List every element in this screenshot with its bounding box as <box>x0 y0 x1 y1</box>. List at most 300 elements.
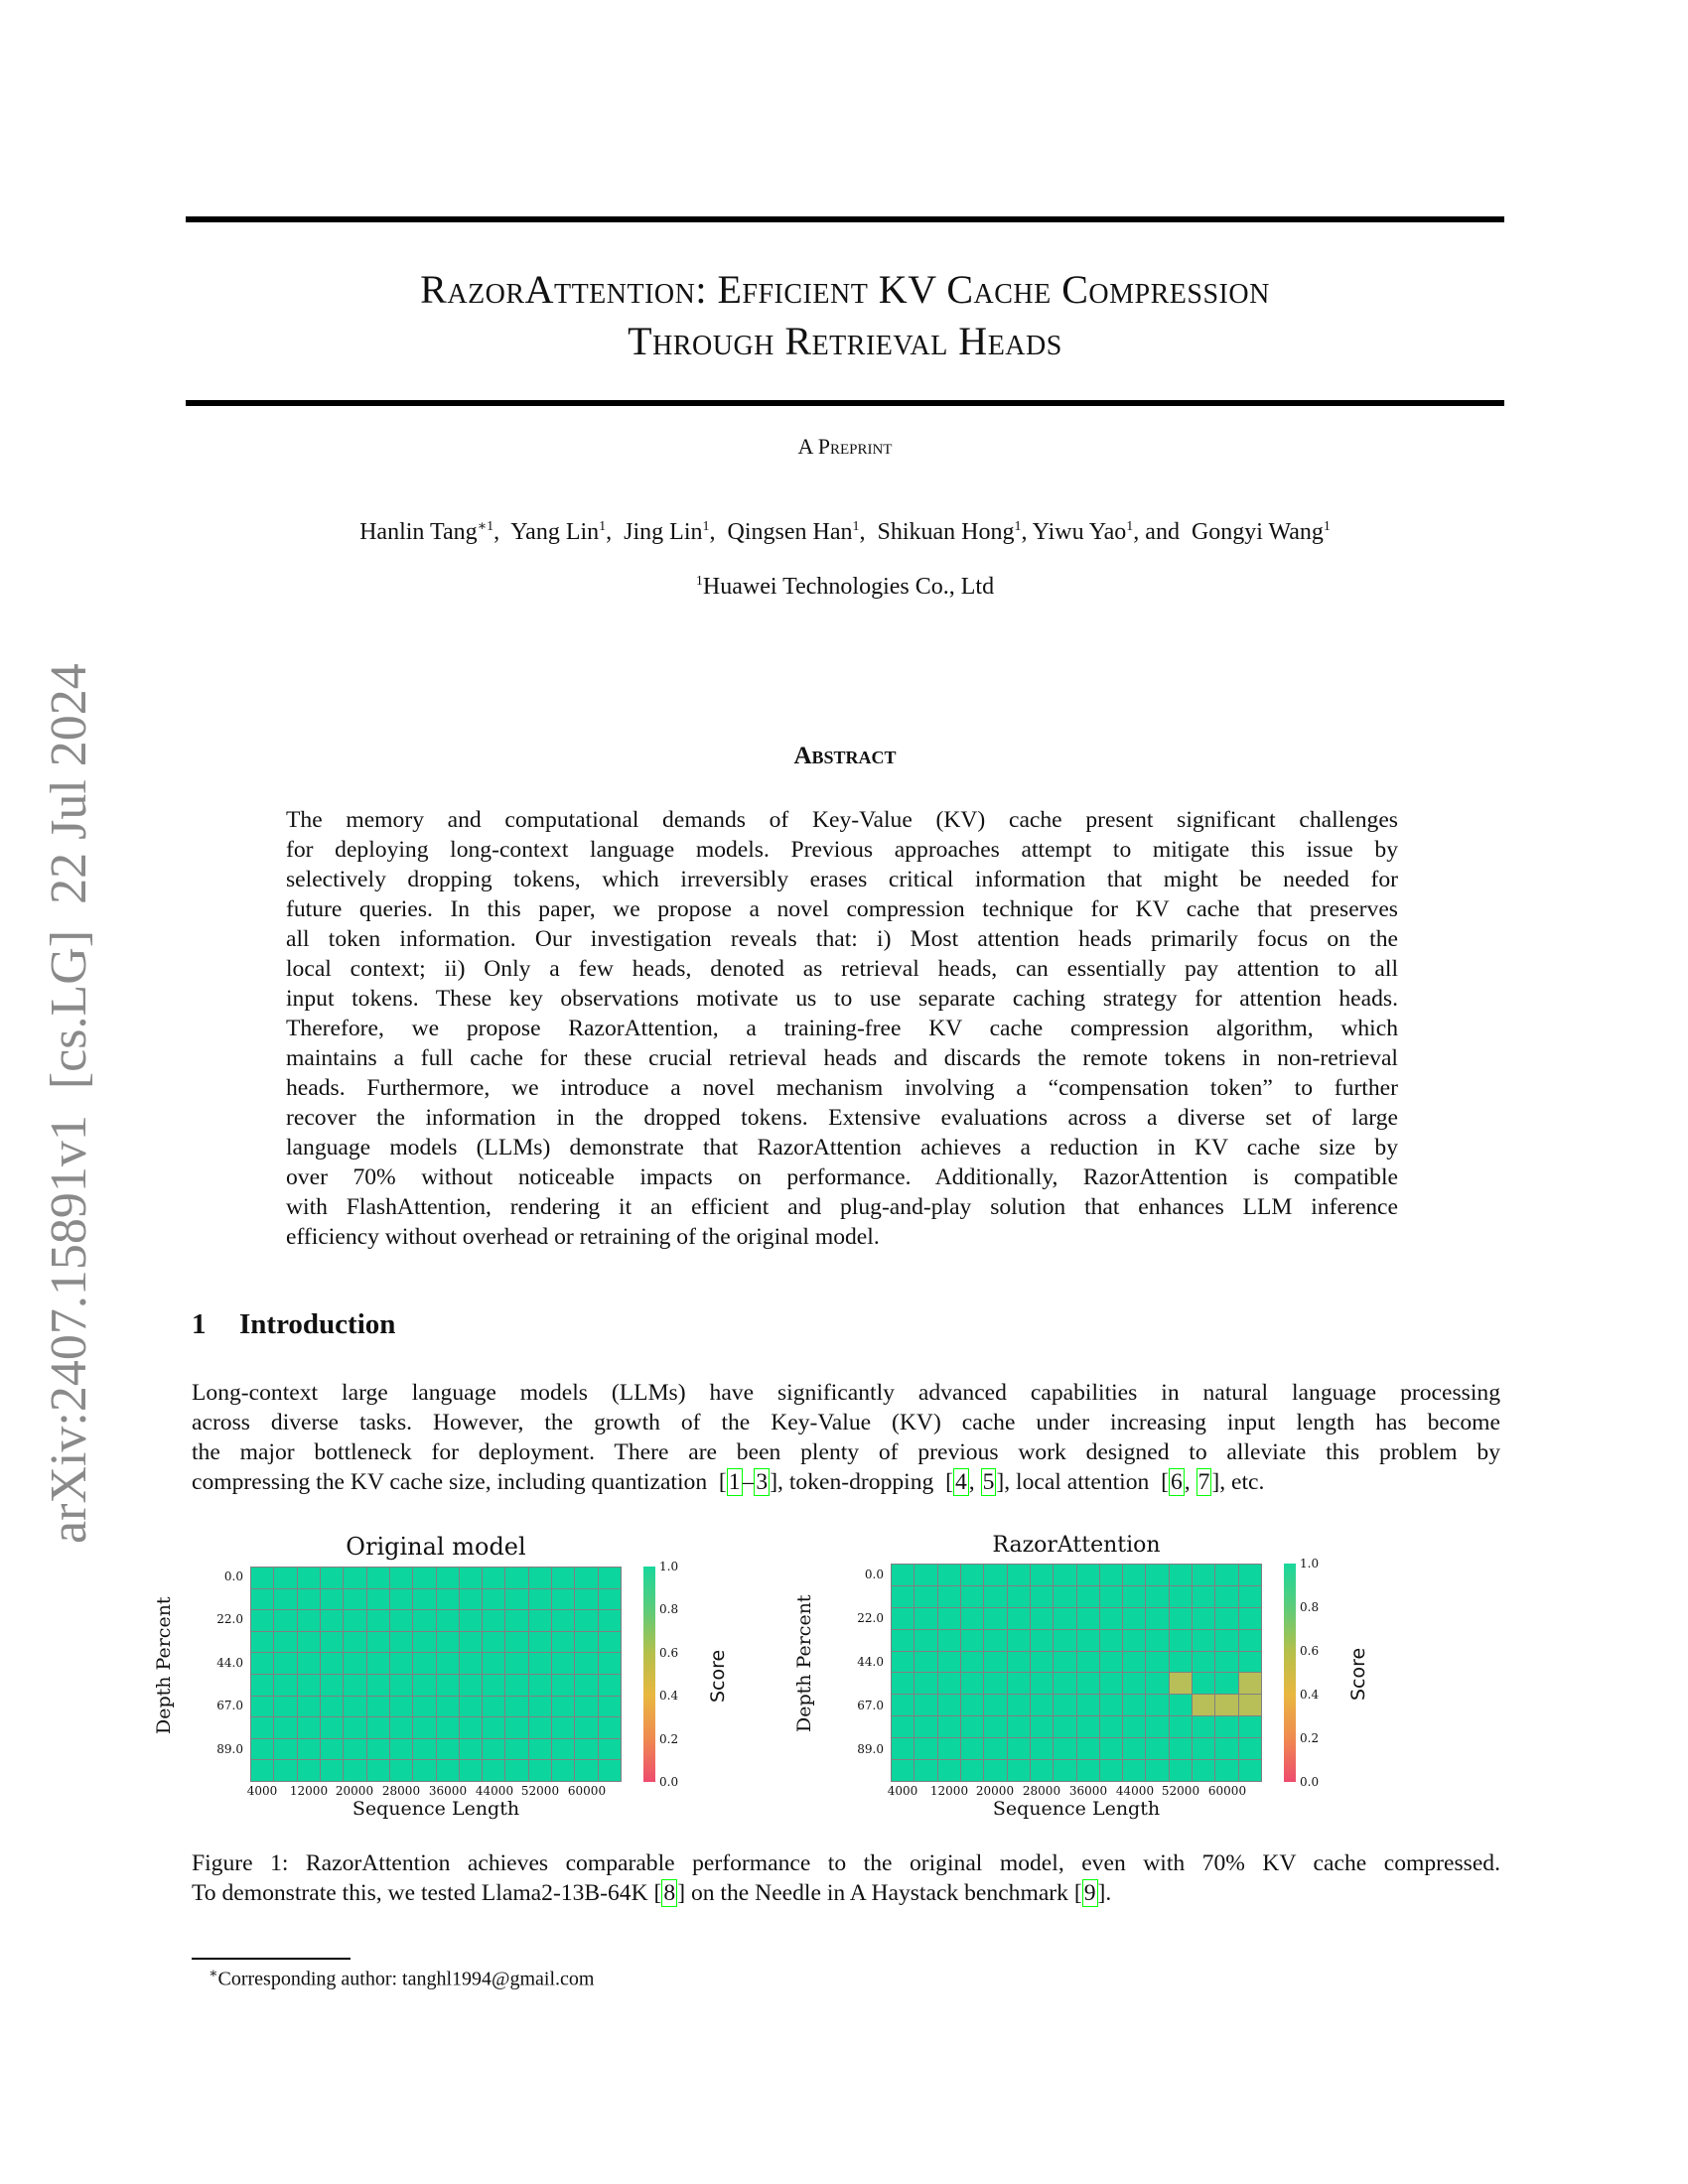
colorbar-tick: 0.0 <box>659 1775 679 1789</box>
heatmap-cell <box>1077 1565 1099 1585</box>
heatmap-cell <box>1239 1716 1261 1737</box>
author: Hanlin Tang$^{∗1}$, <box>359 519 511 545</box>
heatmap-cell <box>413 1589 435 1610</box>
paragraph-line: the major bottleneck for deployment. There are been plenty of previous work designed to alleviate this problem by <box>192 1439 1500 1465</box>
heatmap-cell <box>251 1589 273 1610</box>
heatmap-cell <box>437 1739 459 1760</box>
heatmap-cell <box>367 1610 389 1631</box>
heatmap-cell <box>599 1632 621 1653</box>
heatmap-cell <box>367 1675 389 1696</box>
heatmap-cell <box>1215 1738 1237 1759</box>
colorbar-label: Score <box>1347 1647 1369 1701</box>
heatmap-cell <box>274 1675 296 1696</box>
heatmap-cell <box>938 1738 960 1759</box>
heatmap-cell <box>344 1610 365 1631</box>
heatmap-cell <box>1170 1760 1192 1781</box>
heatmap-cell <box>1146 1695 1168 1715</box>
heatmap-cell <box>961 1608 983 1629</box>
heatmap-cell <box>961 1673 983 1694</box>
heatmap-cell <box>1146 1652 1168 1673</box>
heatmap-cell <box>1031 1738 1053 1759</box>
heatmap-cell <box>483 1589 504 1610</box>
heatmap-cell <box>892 1608 914 1629</box>
heatmap-cell <box>575 1697 597 1717</box>
heatmap-cell <box>274 1697 296 1717</box>
abstract-line: with FlashAttention, rendering it an efficient and plug-and-play solution that enhances LLM inference <box>286 1194 1398 1220</box>
colorbar <box>1284 1564 1296 1782</box>
heatmap-cell <box>413 1610 435 1631</box>
heatmap-cell <box>390 1675 412 1696</box>
heatmap-cell <box>367 1717 389 1738</box>
heatmap-cell <box>437 1568 459 1588</box>
heatmap-cell <box>914 1695 936 1715</box>
heatmap-cell <box>1077 1716 1099 1737</box>
abstract-line: local context; ii) Only a few heads, denoted as retrieval heads, can essentially pay attention to all <box>286 956 1398 982</box>
heatmap-cell <box>1054 1716 1075 1737</box>
heatmap-cell <box>274 1568 296 1588</box>
y-tick: 67.0 <box>216 1699 243 1712</box>
heatmap-cell <box>251 1717 273 1738</box>
y-tick: 0.0 <box>223 1570 243 1583</box>
caption-line: Figure 1: RazorAttention achieves comparable performance to the original model, even with 70% KV cache compressed. <box>192 1850 1500 1876</box>
heatmap-cell <box>575 1589 597 1610</box>
heatmap-cell <box>1123 1565 1145 1585</box>
heatmap-cell <box>367 1632 389 1653</box>
heatmap-cell <box>483 1739 504 1760</box>
paragraph-line: Long-context large language models (LLMs) have significantly advanced capabilities in natural language processing <box>192 1380 1500 1406</box>
citation-link[interactable]: 1 <box>728 1469 741 1495</box>
heatmap-cell <box>529 1739 551 1760</box>
x-tick: 28000 <box>381 1784 421 1798</box>
heatmap-cell <box>1146 1608 1168 1629</box>
heatmap-cell <box>1008 1565 1030 1585</box>
paper-title-line-2: Through Retrieval Heads <box>628 319 1062 363</box>
colorbar-tick: 0.0 <box>1300 1775 1320 1789</box>
citation-link[interactable]: 6 <box>1170 1469 1183 1495</box>
heatmap-cell <box>344 1568 365 1588</box>
heatmap-cell <box>529 1632 551 1653</box>
heatmap-cell <box>344 1675 365 1696</box>
heatmap-cell <box>298 1632 320 1653</box>
heatmap-cell <box>1054 1608 1075 1629</box>
heatmap-cell <box>367 1760 389 1781</box>
heatmap-cell <box>1193 1673 1214 1694</box>
citation-link[interactable]: 3 <box>756 1469 769 1495</box>
author: Qingsen Han$^1$, <box>727 519 878 545</box>
heatmap-cell <box>1239 1738 1261 1759</box>
abstract-line: Therefore, we propose RazorAttention, a training-free KV cache compression algorithm, which <box>286 1016 1398 1041</box>
heatmap-cell <box>1077 1586 1099 1607</box>
abstract-body <box>286 805 1398 1252</box>
heatmap-cell <box>1031 1608 1053 1629</box>
heatmap-cell <box>1123 1738 1145 1759</box>
heatmap-cell <box>552 1697 574 1717</box>
heatmap-cell <box>437 1589 459 1610</box>
heatmap-cell <box>1170 1716 1192 1737</box>
citation-link[interactable]: 7 <box>1197 1469 1210 1495</box>
heatmap-cell <box>575 1717 597 1738</box>
heatmap-cell <box>460 1739 482 1760</box>
heatmap-cell <box>914 1630 936 1651</box>
heatmap-cell <box>1123 1673 1145 1694</box>
heatmap-cell <box>390 1739 412 1760</box>
y-tick: 89.0 <box>216 1742 243 1756</box>
heatmap-cell <box>390 1717 412 1738</box>
x-tick: 44000 <box>1115 1784 1155 1798</box>
heatmap-cell <box>599 1739 621 1760</box>
citation-link[interactable]: 8 <box>663 1880 676 1906</box>
heatmap-cell <box>505 1760 527 1781</box>
heatmap-grid <box>891 1564 1262 1782</box>
heatmap-cell <box>505 1589 527 1610</box>
heatmap-cell <box>892 1695 914 1715</box>
abstract-line: heads. Furthermore, we introduce a novel mechanism involving a “compensation token” to further <box>286 1075 1398 1101</box>
heatmap-cell <box>321 1610 343 1631</box>
heatmap-cell <box>1215 1760 1237 1781</box>
heatmap-cell <box>390 1697 412 1717</box>
author: Shikuan Hong$^1$, <box>877 519 1033 545</box>
heatmap-cell <box>505 1675 527 1696</box>
heatmap-cell <box>1193 1652 1214 1673</box>
heatmap-cell <box>914 1565 936 1585</box>
heatmap-cell <box>599 1675 621 1696</box>
heatmap-cell <box>1215 1608 1237 1629</box>
y-tick: 22.0 <box>857 1611 884 1625</box>
author: Gongyi Wang$^1$ <box>1191 519 1331 545</box>
author: Yiwu Yao$^1$, and <box>1032 519 1192 545</box>
heatmap-cell <box>892 1716 914 1737</box>
heatmap-cell <box>1239 1695 1261 1715</box>
heatmap-cell <box>321 1717 343 1738</box>
heatmap-cell <box>1239 1608 1261 1629</box>
heatmap-cell <box>344 1632 365 1653</box>
heatmap-cell <box>1193 1695 1214 1715</box>
abstract-line: all token information. Our investigation reveals that: i) Most attention heads primarily focus on the <box>286 926 1398 952</box>
heatmap-cell <box>344 1653 365 1674</box>
heatmap-cell <box>413 1760 435 1781</box>
heatmap-cell <box>251 1610 273 1631</box>
x-tick: 36000 <box>428 1784 468 1798</box>
heatmap-cell <box>274 1760 296 1781</box>
x-tick: 52000 <box>1161 1784 1200 1798</box>
heatmap-cell <box>390 1610 412 1631</box>
heatmap-cell <box>1123 1716 1145 1737</box>
heatmap-cell <box>505 1739 527 1760</box>
chart-title: RazorAttention <box>992 1533 1161 1558</box>
heatmap-cell <box>274 1632 296 1653</box>
heatmap-cell <box>1100 1716 1122 1737</box>
y-tick: 44.0 <box>857 1655 884 1669</box>
heatmap-cell <box>367 1653 389 1674</box>
heatmap-cell <box>1239 1652 1261 1673</box>
y-tick: 67.0 <box>857 1699 884 1712</box>
heatmap-cell <box>552 1739 574 1760</box>
heatmap-cell <box>961 1630 983 1651</box>
footnote-rule <box>192 1958 351 1960</box>
heatmap-cell <box>390 1760 412 1781</box>
x-tick: 52000 <box>520 1784 560 1798</box>
footnote-text: Corresponding author: tanghl1994@gmail.com <box>217 1968 595 1990</box>
heatmap-cell <box>1031 1630 1053 1651</box>
heatmap-cell <box>575 1568 597 1588</box>
heatmap-cell <box>1193 1760 1214 1781</box>
heatmap-cell <box>437 1653 459 1674</box>
heatmap-cell <box>938 1695 960 1715</box>
heatmap-cell <box>961 1738 983 1759</box>
heatmap-cell <box>961 1565 983 1585</box>
colorbar-tick: 0.6 <box>1300 1644 1320 1658</box>
heatmap-cell <box>529 1760 551 1781</box>
heatmap-cell <box>298 1568 320 1588</box>
heatmap-cell <box>938 1565 960 1585</box>
heatmap-cell <box>529 1589 551 1610</box>
heatmap-cell <box>1077 1695 1099 1715</box>
heatmap-cell <box>1031 1716 1053 1737</box>
heatmap-cell <box>575 1760 597 1781</box>
heatmap-cell <box>460 1717 482 1738</box>
heatmap-cell <box>938 1716 960 1737</box>
heatmap-cell <box>437 1717 459 1738</box>
heatmap-cell <box>321 1632 343 1653</box>
heatmap-cell <box>552 1632 574 1653</box>
heatmap-cell <box>390 1632 412 1653</box>
heatmap-cell <box>1100 1630 1122 1651</box>
heatmap-cell <box>1193 1630 1214 1651</box>
heatmap-cell <box>961 1760 983 1781</box>
heatmap-cell <box>1146 1565 1168 1585</box>
heatmap-cell <box>1008 1673 1030 1694</box>
heatmap-cell <box>529 1610 551 1631</box>
heatmap-cell <box>599 1717 621 1738</box>
heatmap-cell <box>1008 1586 1030 1607</box>
heatmap-cell <box>984 1738 1006 1759</box>
heatmap-cell <box>1054 1565 1075 1585</box>
heatmap-cell <box>599 1568 621 1588</box>
x-tick: 20000 <box>975 1784 1015 1798</box>
abstract-line: recover the information in the dropped tokens. Extensive evaluations across a diverse set of large <box>286 1105 1398 1131</box>
heatmap-cell <box>892 1586 914 1607</box>
heatmap-cell <box>1146 1738 1168 1759</box>
heatmap-cell <box>1239 1586 1261 1607</box>
heatmap-cell <box>1054 1695 1075 1715</box>
heatmap-cell <box>575 1675 597 1696</box>
figure-caption <box>192 1848 1500 1908</box>
heatmap-cell <box>892 1565 914 1585</box>
heatmap-cell <box>1100 1760 1122 1781</box>
heatmap-cell <box>1215 1673 1237 1694</box>
heatmap-cell <box>274 1739 296 1760</box>
heatmap-cell <box>1146 1760 1168 1781</box>
colorbar-tick: 0.2 <box>1300 1731 1320 1745</box>
heatmap-cell <box>1170 1586 1192 1607</box>
heatmap-cell <box>344 1717 365 1738</box>
heatmap-cell <box>1100 1738 1122 1759</box>
heatmap-cell <box>251 1653 273 1674</box>
heatmap-cell <box>599 1589 621 1610</box>
preprint-label: A Preprint <box>797 434 893 459</box>
y-tick: 89.0 <box>857 1742 884 1756</box>
title-bottom-rule <box>186 400 1504 406</box>
heatmap-cell <box>1215 1586 1237 1607</box>
x-tick: 60000 <box>567 1784 607 1798</box>
heatmap-cell <box>1077 1652 1099 1673</box>
heatmap-cell <box>460 1568 482 1588</box>
heatmap-cell <box>892 1652 914 1673</box>
heatmap-cell <box>984 1652 1006 1673</box>
citation-link[interactable]: 9 <box>1083 1880 1096 1906</box>
heatmap-cell <box>1100 1565 1122 1585</box>
heatmap-cell <box>914 1652 936 1673</box>
heatmap-cell <box>1077 1738 1099 1759</box>
heatmap-cell <box>413 1739 435 1760</box>
heatmap-cell <box>413 1675 435 1696</box>
heatmap-cell <box>460 1675 482 1696</box>
arxiv-identifier-stamp: arXiv:2407.15891v1 [cs.LG] 22 Jul 2024 <box>41 663 97 1544</box>
heatmap-cell <box>505 1717 527 1738</box>
heatmap-cell <box>1193 1565 1214 1585</box>
heatmap-cell <box>1100 1652 1122 1673</box>
heatmap-cell <box>1054 1652 1075 1673</box>
abstract-line: selectively dropping tokens, which irreversibly erases critical information that might be needed for <box>286 867 1398 892</box>
author: Yang Lin$^1$, <box>510 519 625 545</box>
heatmap-cell <box>529 1717 551 1738</box>
heatmap-cell <box>914 1760 936 1781</box>
heatmap-cell <box>1077 1630 1099 1651</box>
heatmap-cell <box>914 1738 936 1759</box>
heatmap-cell <box>321 1739 343 1760</box>
heatmap-cell <box>505 1632 527 1653</box>
colorbar-label: Score <box>707 1649 729 1703</box>
heatmap-cell <box>321 1760 343 1781</box>
affiliation: $^1$Huawei Technologies Co., Ltd <box>695 574 995 600</box>
heatmap-cell <box>1146 1586 1168 1607</box>
heatmap-cell <box>1170 1673 1192 1694</box>
heatmap-cell <box>413 1632 435 1653</box>
heatmap-cell <box>483 1697 504 1717</box>
heatmap-cell <box>575 1653 597 1674</box>
heatmap-cell <box>599 1653 621 1674</box>
heatmap-cell <box>1193 1608 1214 1629</box>
heatmap-cell <box>984 1760 1006 1781</box>
heatmap-cell <box>961 1695 983 1715</box>
abstract-line: The memory and computational demands of Key-Value (KV) cache present significant challenges <box>286 807 1398 833</box>
heatmap-cell <box>505 1568 527 1588</box>
heatmap-cell <box>1031 1652 1053 1673</box>
heatmap-cell <box>892 1738 914 1759</box>
heatmap-cell <box>344 1589 365 1610</box>
heatmap-cell <box>321 1653 343 1674</box>
citation-link[interactable]: 4 <box>954 1469 967 1495</box>
y-tick: 22.0 <box>216 1612 243 1626</box>
heatmap-cell <box>483 1675 504 1696</box>
author: Jing Lin$^1$, <box>624 519 728 545</box>
heatmap-cell <box>437 1697 459 1717</box>
heatmap-cell <box>1215 1695 1237 1715</box>
heatmap-cell <box>298 1739 320 1760</box>
heatmap-cell <box>938 1630 960 1651</box>
heatmap-cell <box>1008 1630 1030 1651</box>
heatmap-cell <box>892 1673 914 1694</box>
heatmap-cell <box>1239 1760 1261 1781</box>
heatmap-cell <box>1215 1716 1237 1737</box>
colorbar-tick: 0.4 <box>1300 1688 1320 1702</box>
heatmap-cell <box>938 1760 960 1781</box>
heatmap-cell <box>251 1568 273 1588</box>
heatmap-cell <box>984 1673 1006 1694</box>
colorbar <box>643 1567 655 1782</box>
heatmap-cell <box>575 1610 597 1631</box>
heatmap-cell <box>599 1610 621 1631</box>
heatmap-cell <box>483 1568 504 1588</box>
x-tick: 28000 <box>1022 1784 1061 1798</box>
x-tick: 4000 <box>246 1784 278 1798</box>
citation-link[interactable]: 5 <box>982 1469 995 1495</box>
heatmap-cell <box>298 1697 320 1717</box>
heatmap-cell <box>367 1739 389 1760</box>
heatmap-cell <box>552 1717 574 1738</box>
heatmap-cell <box>1031 1565 1053 1585</box>
heatmap-cell <box>529 1568 551 1588</box>
x-tick: 20000 <box>335 1784 374 1798</box>
heatmap-cell <box>938 1586 960 1607</box>
heatmap-cell <box>914 1608 936 1629</box>
heatmap-cell <box>984 1695 1006 1715</box>
heatmap-cell <box>1170 1565 1192 1585</box>
heatmap-cell <box>1054 1760 1075 1781</box>
heatmap-cell <box>552 1653 574 1674</box>
section-title: Introduction <box>239 1308 396 1340</box>
heatmap-cell <box>390 1653 412 1674</box>
heatmap-cell <box>1193 1716 1214 1737</box>
heatmap-cell <box>1215 1630 1237 1651</box>
x-tick: 12000 <box>289 1784 329 1798</box>
heatmap-cell <box>552 1568 574 1588</box>
heatmap-cell <box>437 1760 459 1781</box>
heatmap-cell <box>460 1697 482 1717</box>
heatmap-cell <box>505 1653 527 1674</box>
heatmap-cell <box>298 1760 320 1781</box>
heatmap-cell <box>1146 1716 1168 1737</box>
heatmap-cell <box>1193 1586 1214 1607</box>
abstract-line: input tokens. These key observations motivate us to use separate caching strategy for attention heads. <box>286 986 1398 1012</box>
introduction-paragraph <box>192 1378 1500 1497</box>
heatmap-cell <box>938 1608 960 1629</box>
x-axis-label: Sequence Length <box>352 1798 520 1820</box>
heatmap-cell <box>437 1675 459 1696</box>
footnote <box>209 1966 594 1991</box>
heatmap-cell <box>298 1589 320 1610</box>
paragraph-line: compressing the KV cache size, including quantization [1–3], token-dropping [4, 5], local attention [6, 7], etc. <box>192 1469 1265 1495</box>
heatmap-cell <box>529 1653 551 1674</box>
heatmap-cell <box>529 1675 551 1696</box>
heatmap-cell <box>529 1697 551 1717</box>
heatmap-cell <box>914 1673 936 1694</box>
heatmap-cell <box>274 1653 296 1674</box>
heatmap-cell <box>483 1610 504 1631</box>
heatmap-cell <box>1008 1608 1030 1629</box>
heatmap-cell <box>1146 1630 1168 1651</box>
heatmap-cell <box>1123 1695 1145 1715</box>
heatmap-cell <box>552 1589 574 1610</box>
heatmap-cell <box>984 1565 1006 1585</box>
heatmap-cell <box>1239 1673 1261 1694</box>
heatmap-cell <box>505 1697 527 1717</box>
y-axis-label: Depth Percent <box>153 1596 175 1734</box>
abstract-heading: Abstract <box>793 743 897 769</box>
heatmap-cell <box>274 1717 296 1738</box>
heatmap-cell <box>413 1653 435 1674</box>
caption-line: To demonstrate this, we tested Llama2-13B-64K [8] on the Needle in A Haystack benchmark [9]. <box>192 1880 1112 1906</box>
